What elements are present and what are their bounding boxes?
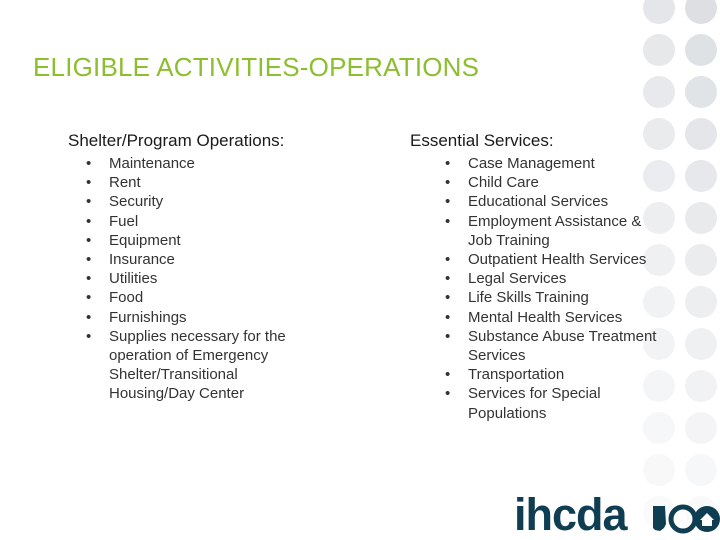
bullet-marker: •	[445, 193, 451, 211]
bullet-marker: •	[445, 366, 451, 384]
bullet-marker: •	[86, 174, 92, 192]
logo-wordmark: ihcda	[514, 489, 627, 540]
list-item-text: Furnishings	[109, 308, 187, 326]
essential-services-list-item	[410, 154, 710, 173]
ihcda-logo	[514, 489, 720, 540]
list-item-text: Job Training	[468, 231, 550, 249]
bullet-marker: •	[445, 212, 451, 230]
shelter-operations-list-item	[68, 154, 368, 173]
essential-services-list-item	[410, 288, 710, 307]
bullet-marker: •	[445, 308, 451, 326]
bullet-marker: •	[86, 231, 92, 249]
list-item-text: Services for Special	[468, 385, 601, 403]
circle-icon	[671, 507, 695, 531]
decorative-dot	[643, 34, 675, 66]
essential-services-list-item	[410, 269, 710, 288]
shelter-operations-list-item	[68, 308, 368, 327]
list-item-text: Life Skills Training	[468, 289, 589, 307]
bullet-marker: •	[445, 251, 451, 269]
bullet-marker: •	[445, 289, 451, 307]
list-item-text: Services	[468, 347, 526, 365]
essential-services-list-item	[410, 365, 710, 384]
essential-services-heading: Essential Services:	[410, 131, 554, 150]
decorative-dot	[685, 454, 717, 486]
shelter-operations-list-item	[68, 231, 368, 250]
indiana-state-icon	[653, 506, 666, 531]
shelter-operations-list-item	[68, 192, 368, 211]
list-item-text: Supplies necessary for the	[109, 327, 286, 345]
bullet-marker: •	[86, 155, 92, 172]
essential-services-list-item	[410, 250, 710, 269]
essential-services-column	[410, 131, 710, 423]
logo-icons	[651, 504, 720, 534]
essential-services-list-item	[410, 327, 710, 365]
essential-services-list-item	[410, 308, 710, 327]
list-item-text: Fuel	[109, 212, 139, 230]
bullet-marker: •	[86, 289, 92, 307]
decorative-dot	[685, 34, 717, 66]
bullet-marker: •	[445, 174, 451, 192]
list-item-text: operation of Emergency	[109, 347, 269, 365]
list-item-text: Legal Services	[468, 270, 567, 288]
list-item-text: Mental Health Services	[468, 308, 623, 326]
shelter-operations-heading: Shelter/Program Operations:	[68, 131, 285, 150]
list-item-text: Shelter/Transitional	[109, 366, 238, 384]
list-item-text: Housing/Day Center	[109, 385, 245, 403]
list-item-text: Substance Abuse Treatment	[468, 327, 657, 345]
list-item-text: Employment Assistance &	[468, 212, 642, 230]
shelter-operations-column	[68, 131, 368, 404]
shelter-operations-list-item	[68, 288, 368, 307]
decorative-dot	[685, 0, 717, 24]
essential-services-list	[410, 154, 710, 423]
shelter-operations-list	[68, 154, 368, 404]
list-item-text: Insurance	[109, 251, 175, 269]
list-item-text: Equipment	[109, 231, 181, 249]
decorative-dot	[685, 76, 717, 108]
list-item-text: Outpatient Health Services	[468, 251, 647, 269]
slide-title: ELIGIBLE ACTIVITIES-OPERATIONS	[33, 52, 480, 82]
essential-services-list-item	[410, 384, 710, 422]
list-item-text: Case Management	[468, 155, 595, 172]
decorative-dot	[643, 454, 675, 486]
decorative-dot	[643, 0, 675, 24]
bullet-marker: •	[445, 155, 451, 172]
shelter-operations-list-item	[68, 212, 368, 231]
list-item-text: Security	[109, 193, 164, 211]
essential-services-list-item	[410, 212, 710, 250]
bullet-marker: •	[86, 327, 92, 345]
list-item-text: Child Care	[468, 174, 539, 192]
list-item-text: Utilities	[109, 270, 158, 288]
bullet-marker: •	[86, 251, 92, 269]
shelter-operations-list-item	[68, 173, 368, 192]
essential-services-list-item	[410, 173, 710, 192]
house-icon	[694, 506, 720, 532]
bullet-marker: •	[86, 270, 92, 288]
list-item-text: Transportation	[468, 366, 565, 384]
list-item-text: Food	[109, 289, 144, 307]
list-item-text: Maintenance	[109, 155, 195, 172]
bullet-marker: •	[86, 308, 92, 326]
essential-services-list-item	[410, 192, 710, 211]
shelter-operations-list-item	[68, 269, 368, 288]
bullet-marker: •	[445, 327, 451, 345]
list-item-text: Educational Services	[468, 193, 609, 211]
decorative-dot	[643, 76, 675, 108]
bullet-marker: •	[86, 193, 92, 211]
shelter-operations-list-item	[68, 327, 368, 404]
list-item-text: Rent	[109, 174, 141, 192]
bullet-marker: •	[86, 212, 92, 230]
list-item-text: Populations	[468, 404, 547, 422]
shelter-operations-list-item	[68, 250, 368, 269]
bullet-marker: •	[445, 385, 451, 403]
bullet-marker: •	[445, 270, 451, 288]
